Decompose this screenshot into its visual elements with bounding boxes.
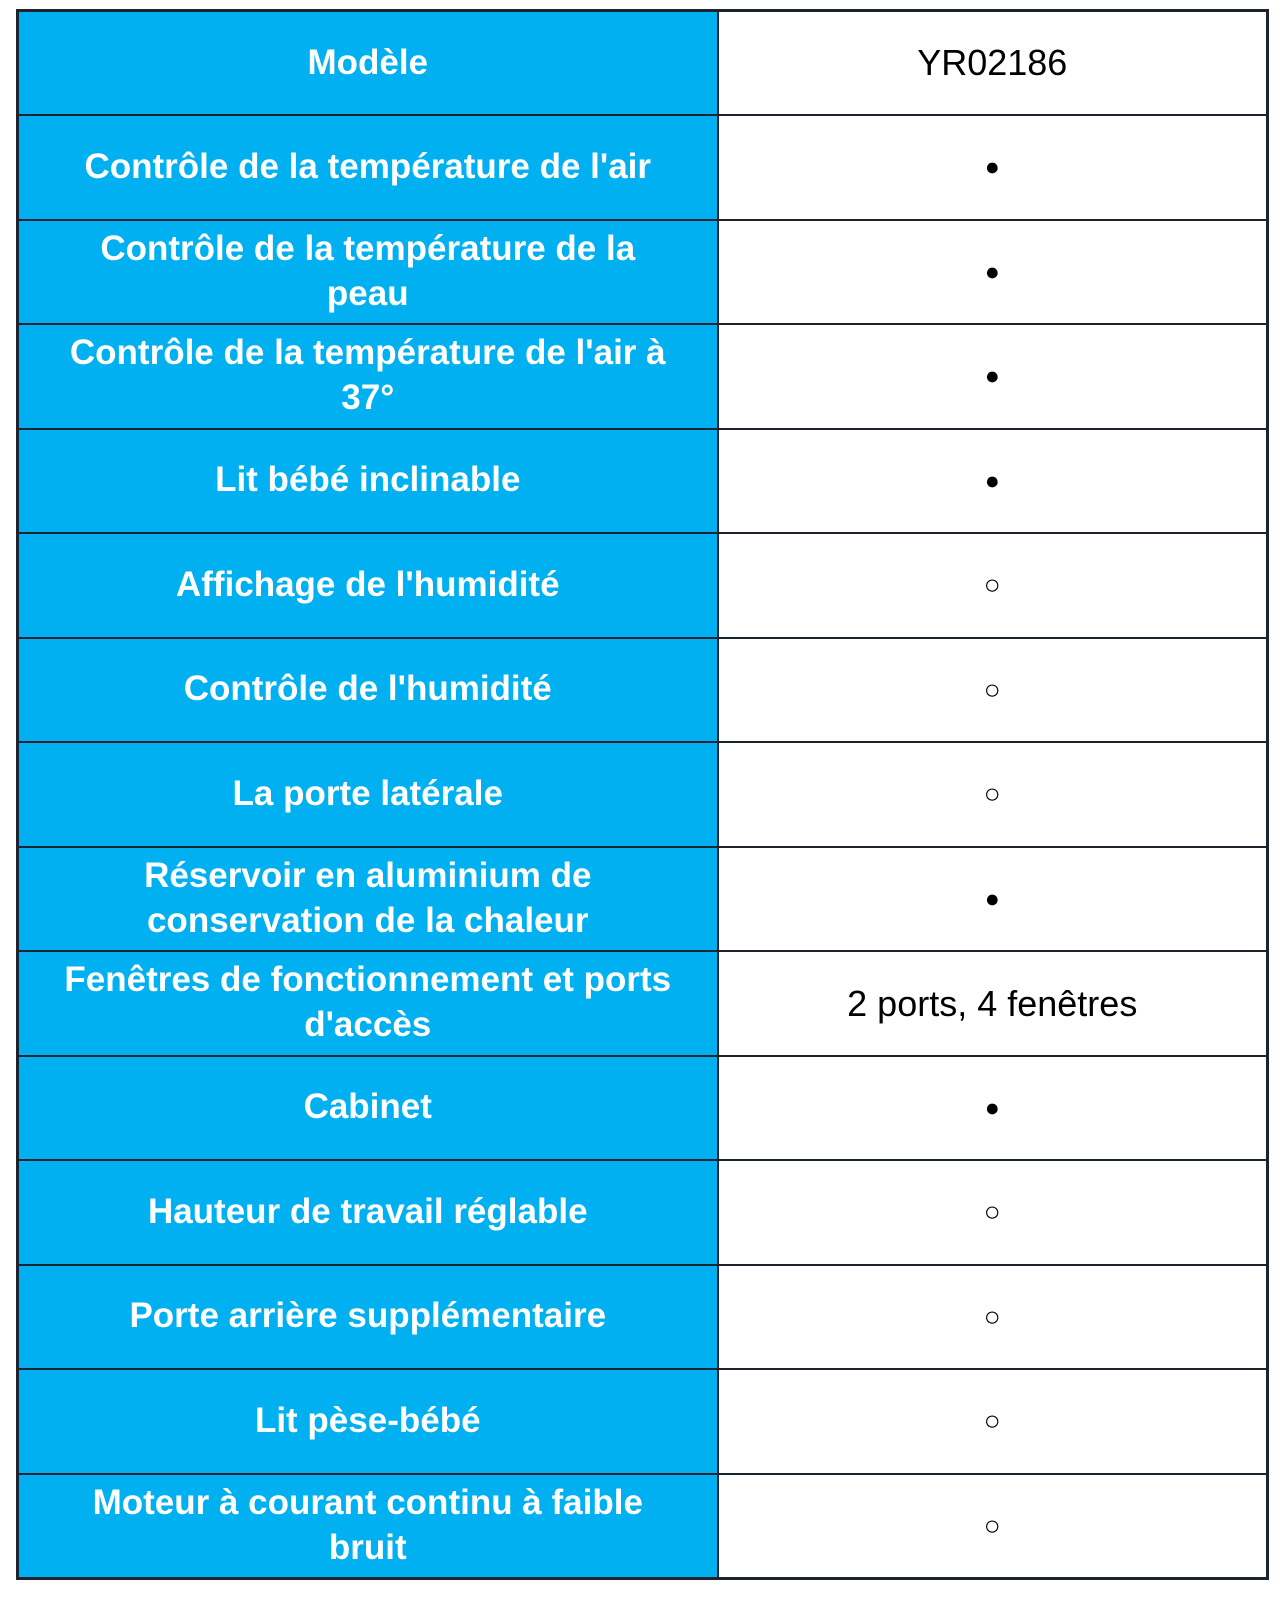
model-value: YR02186 [718, 11, 1268, 116]
table-row [18, 1369, 1268, 1474]
table-row [18, 429, 1268, 534]
feature-label: Moteur à courant continu à faible bruit [18, 1474, 718, 1579]
feature-value: ○ [718, 742, 1268, 847]
feature-label: Lit pèse-bébé [18, 1369, 718, 1474]
table-row [18, 1160, 1268, 1265]
specification-table [16, 9, 1269, 1580]
model-row [18, 11, 1268, 116]
feature-value: ● [718, 115, 1268, 220]
feature-value: ● [718, 847, 1268, 952]
feature-label: Contrôle de la température de la peau [18, 220, 718, 325]
feature-label: Affichage de l'humidité [18, 533, 718, 638]
table-row [18, 847, 1268, 952]
table-row [18, 1056, 1268, 1161]
feature-label: La porte latérale [18, 742, 718, 847]
feature-label: Fenêtres de fonctionnement et ports d'accès [18, 951, 718, 1056]
feature-value: ● [718, 220, 1268, 325]
feature-value: ○ [718, 533, 1268, 638]
feature-label: Cabinet [18, 1056, 718, 1161]
feature-value: ● [718, 429, 1268, 534]
feature-label: Contrôle de l'humidité [18, 638, 718, 743]
table-row [18, 115, 1268, 220]
model-label: Modèle [18, 11, 718, 116]
table-row [18, 951, 1268, 1056]
feature-value: ○ [718, 1160, 1268, 1265]
table-row [18, 533, 1268, 638]
feature-value: ● [718, 324, 1268, 429]
feature-value: ○ [718, 1265, 1268, 1370]
table-row [18, 1265, 1268, 1370]
feature-label: Hauteur de travail réglable [18, 1160, 718, 1265]
table-row [18, 742, 1268, 847]
feature-value: 2 ports, 4 fenêtres [718, 951, 1268, 1056]
table-row [18, 1474, 1268, 1579]
feature-value: ○ [718, 1474, 1268, 1579]
table-row [18, 324, 1268, 429]
feature-value: ● [718, 1056, 1268, 1161]
feature-value: ○ [718, 638, 1268, 743]
feature-label: Lit bébé inclinable [18, 429, 718, 534]
feature-label: Réservoir en aluminium de conservation de la chaleur [18, 847, 718, 952]
feature-label: Porte arrière supplémentaire [18, 1265, 718, 1370]
feature-label: Contrôle de la température de l'air à 37° [18, 324, 718, 429]
feature-label: Contrôle de la température de l'air [18, 115, 718, 220]
table-row [18, 638, 1268, 743]
table-row [18, 220, 1268, 325]
feature-value: ○ [718, 1369, 1268, 1474]
